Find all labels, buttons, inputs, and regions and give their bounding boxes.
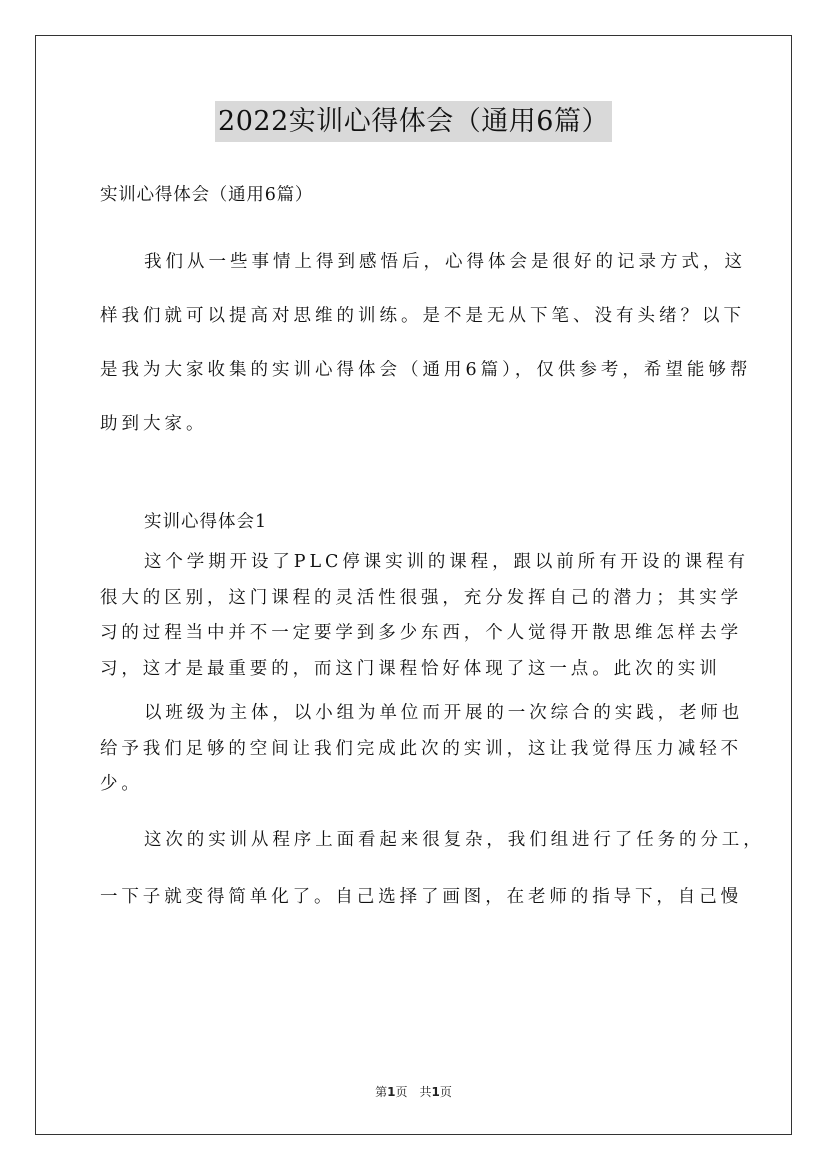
intro-line: 样我们就可以提高对思维的训练。是不是无从下笔、没有头绪？以下	[100, 306, 745, 326]
document-subtitle: 实训心得体会（通用6篇）	[100, 185, 314, 205]
paragraph-line: 习的过程当中并不一定要学到多少东西，个人觉得开散思维怎样去学	[100, 623, 742, 643]
title-container	[0, 101, 827, 142]
page-footer	[0, 1083, 827, 1100]
document-body	[100, 176, 765, 926]
page-total-number: 1	[431, 1085, 440, 1099]
intro-line: 助到大家。	[100, 414, 208, 434]
paragraph-3	[100, 812, 765, 926]
intro-line: 我们从一些事情上得到感悟后，心得体会是很好的记录方式，这	[144, 252, 746, 272]
paragraph-line: 习，这才是最重要的，而这门课程恰好体现了这一点。此次的实训	[100, 658, 721, 679]
page-suffix: 页	[439, 1085, 452, 1099]
intro-line: 是我为大家收集的实训心得体会（通用6篇），仅供参考，希望能够帮	[100, 360, 752, 380]
page-mid-text: 页 共	[395, 1085, 432, 1099]
paragraph-line: 很大的区别，这门课程的灵活性很强，充分发挥自己的潜力；其实学	[100, 587, 742, 608]
paragraph-1	[100, 545, 749, 687]
paragraph-line: 这个学期开设了PLC停课实训的课程，跟以前所有开设的课程有	[144, 552, 749, 572]
paragraph-line: 以班级为主体，以小组为单位而开展的一次综合的实践，老师也	[144, 703, 744, 723]
page-prefix: 第	[375, 1085, 388, 1099]
section-heading: 实训心得体会1	[144, 512, 268, 532]
paragraph-line: 这次的实训从程序上面看起来很复杂，我们组进行了任务的分工，	[144, 829, 765, 850]
paragraph-line: 一下子就变得简单化了。自己选择了画图，在老师的指导下，自己慢	[100, 886, 742, 907]
paragraph-2	[100, 696, 744, 803]
intro-paragraph	[100, 235, 752, 451]
paragraph-line: 少。	[100, 774, 143, 794]
paragraph-line: 给予我们足够的空间让我们完成此次的实训，这让我觉得压力减轻不	[100, 738, 742, 759]
document-title: 2022实训心得体会（通用6篇）	[215, 101, 612, 142]
page-current-number: 1	[387, 1085, 396, 1099]
